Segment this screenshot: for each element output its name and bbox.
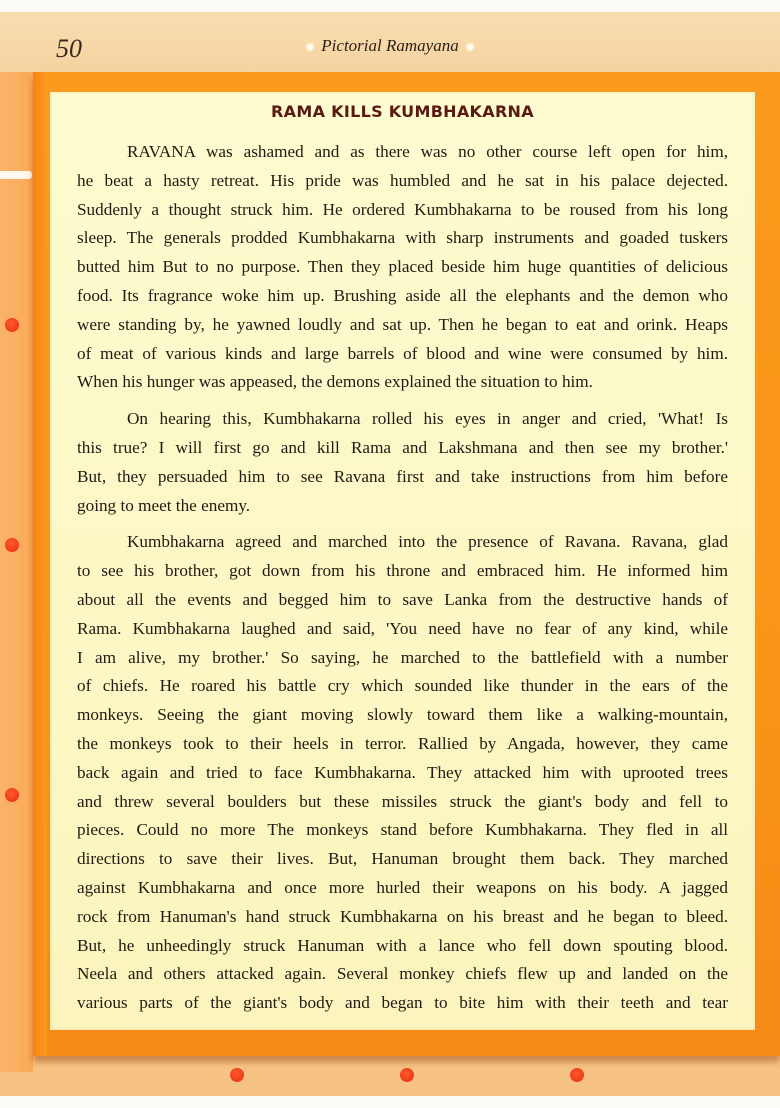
paragraph-gap xyxy=(77,520,728,528)
text-line: food. Its fragrance woke him up. Brushing aside all the elephants and the demon who xyxy=(77,285,728,305)
orange-frame xyxy=(33,72,780,1056)
text-line: about all the events and begged him to save Lanka from the destructive hands of xyxy=(77,589,728,609)
text-line: Suddenly a thought struck him. He ordered Kumbhakarna to be roused from his long xyxy=(77,199,728,219)
paragraph-gap xyxy=(77,397,728,405)
text-line: going to meet the enemy. xyxy=(77,495,251,515)
text-line: I am alive, my brother.' So saying, he marched to the battlefield with a number xyxy=(77,647,728,667)
text-line: Rama. Kumbhakarna laughed and said, 'You need have no fear of any kind, while xyxy=(77,618,728,638)
text-line: butted him But to no purpose. Then they placed beside him huge quantities of delicious xyxy=(77,257,728,277)
text-line: RAVANA was ashamed and as there was no other course left open for him, xyxy=(127,142,728,161)
text-line: were standing by, he yawned loudly and sat up. Then he began to eat and orink. Heaps xyxy=(77,314,728,334)
red-dot-ornament-icon xyxy=(400,1068,414,1082)
red-dot-ornament-icon xyxy=(5,318,19,332)
text-line: sleep. The generals prodded Kumbhakarna with sharp instruments and goaded tuskers xyxy=(77,228,728,248)
red-dot-ornament-icon xyxy=(5,538,19,552)
text-line: this true? I will first go and kill Rama and Lakshmana and then see my brother.' xyxy=(77,437,728,457)
text-line: pieces. Could no more The monkeys stand before Kumbhakarna. They fled in all xyxy=(77,820,728,840)
running-title-text: Pictorial Ramayana xyxy=(321,36,459,55)
text-line: various parts of the giant's body and began to bite him with their teeth and tear xyxy=(77,993,728,1013)
text-line: But, they persuaded him to see Ravana first and take instructions from him before xyxy=(77,466,728,486)
text-line: directions to save their lives. But, Hanuman brought them back. They marched xyxy=(77,849,728,869)
text-line: the monkeys took to their heels in terror. Rallied by Angada, however, they came xyxy=(77,733,728,753)
page-number: 50 xyxy=(56,34,82,63)
text-line: Kumbhakarna agreed and marched into the presence of Ravana. Ravana, glad xyxy=(127,532,728,552)
text-line: rock from Hanuman's hand struck Kumbhakarna on his breast and he began to bleed. xyxy=(77,906,728,926)
frame-edge xyxy=(33,72,47,1056)
page-header xyxy=(0,12,780,72)
star-ornament-icon xyxy=(465,42,475,52)
text-line: back again and tried to face Kumbhakarna. They attacked him with uprooted trees xyxy=(77,762,728,782)
decorative-white-bar xyxy=(0,171,32,179)
chapter-title: RAMA KILLS KUMBHAKARNA xyxy=(271,102,534,121)
red-dot-ornament-icon xyxy=(5,788,19,802)
text-line: he beat a hasty retreat. His pride was humbled and he sat in his palace dejected. xyxy=(77,170,728,190)
left-margin-strip xyxy=(0,72,33,1072)
text-line: monkeys. Seeing the giant moving slowly toward them like a walking-mountain, xyxy=(77,705,728,725)
text-line: On hearing this, Kumbhakarna rolled his eyes in anger and cried, 'What! Is xyxy=(127,409,728,429)
text-line: of chiefs. He roared his battle cry which sounded like thunder in the ears of the xyxy=(77,676,728,696)
chapter-body xyxy=(77,138,728,1018)
red-dot-ornament-icon xyxy=(570,1068,584,1082)
text-line: to see his brother, got down from his throne and embraced him. He informed him xyxy=(77,561,728,581)
text-line: and threw several boulders but these missiles struck the giant's body and fell to xyxy=(77,791,728,811)
running-title xyxy=(0,36,780,56)
text-line: of meat of various kinds and large barrels of blood and wine were consumed by him. xyxy=(77,343,728,363)
text-line: Neela and others attacked again. Several monkey chiefs flew up and landed on the xyxy=(77,964,728,984)
text-line: against Kumbhakarna and once more hurled their weapons on his body. A jagged xyxy=(77,877,728,897)
text-line: When his hunger was appeased, the demons explained the situation to him. xyxy=(77,372,593,392)
red-dot-ornament-icon xyxy=(230,1068,244,1082)
star-ornament-icon xyxy=(305,42,315,52)
text-panel xyxy=(50,92,755,1030)
text-line: But, he unheedingly struck Hanuman with a lance who fell down spouting blood. xyxy=(77,935,728,955)
